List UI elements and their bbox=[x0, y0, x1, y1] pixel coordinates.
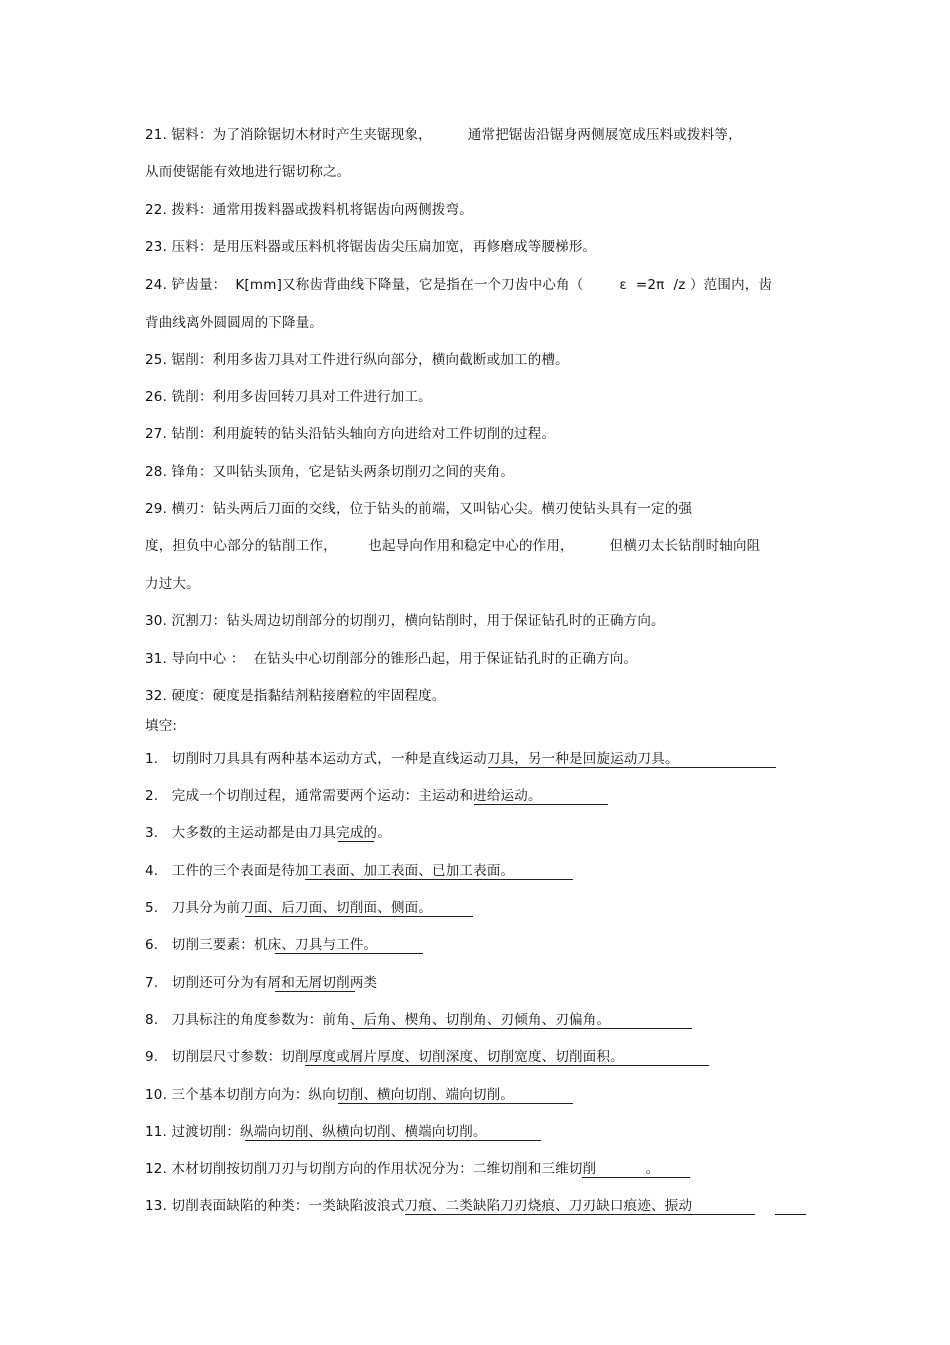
definition-28: 28. 锋角：又叫钻头顶角，它是钻头两条切削刃之间的夹角。 bbox=[145, 464, 515, 480]
blank-underline-8 bbox=[352, 1028, 692, 1029]
fill-blank-3: 3. 大多数的主运动都是由刀具完成的。 bbox=[145, 825, 391, 841]
fill-blank-12: 12. 木材切削按切削刀刃与切削方向的作用状况分为：二维切削和三维切削 。 bbox=[145, 1161, 660, 1177]
definition-22: 22. 拨料：通常用拨料器或拨料机将锯齿向两侧拨弯。 bbox=[145, 202, 473, 218]
fill-blank-11: 11. 过渡切削：纵端向切削、纵横向切削、横端向切削。 bbox=[145, 1124, 487, 1140]
blank-underline-9 bbox=[305, 1065, 709, 1066]
blank-underline-5 bbox=[245, 916, 473, 917]
fill-blank-2: 2. 完成一个切削过程，通常需要两个运动：主运动和进给运动。 bbox=[145, 788, 542, 804]
blank-underline-4 bbox=[305, 879, 573, 880]
fill-blank-10: 10. 三个基本切削方向为：纵向切削、横向切削、端向切削。 bbox=[145, 1087, 515, 1103]
definition-24-line2: 背曲线离外圆圆周的下降量。 bbox=[145, 315, 324, 331]
fill-blank-4: 4. 工件的三个表面是待加工表面、加工表面、已加工表面。 bbox=[145, 863, 515, 879]
fill-blank-8: 8. 刀具标注的角度参数为：前角、后角、楔角、切削角、刃倾角、刃偏角。 bbox=[145, 1012, 611, 1028]
definition-30: 30. 沉割刀：钻头周边切削部分的切削刃，横向钻削时，用于保证钻孔时的正确方向。 bbox=[145, 613, 665, 629]
definition-27: 27. 钻削：利用旋转的钻头沿钻头轴向方向进给对工件切削的过程。 bbox=[145, 426, 556, 442]
definition-25: 25. 锯削：利用多齿刀具对工件进行纵向部分，横向截断或加工的槽。 bbox=[145, 352, 569, 368]
section-title-fill-blanks: 填空: bbox=[145, 718, 178, 734]
blank-underline-3 bbox=[338, 841, 374, 842]
fill-blank-13: 13. 切削表面缺陷的种类：一类缺陷波浪式刀痕、二类缺陷刀刃烧痕、刀刃缺口痕迹、振动 bbox=[145, 1198, 693, 1214]
definition-26: 26. 铣削：利用多齿回转刀具对工件进行加工。 bbox=[145, 389, 432, 405]
fill-blank-9: 9. 切削层尺寸参数：切削厚度或屑片厚度、切削深度、切削宽度、切削面积。 bbox=[145, 1049, 624, 1065]
blank-underline-10 bbox=[338, 1103, 573, 1104]
blank-underline-13 bbox=[405, 1214, 755, 1215]
definition-24-line1: 24. 铲齿量： K[mm]又称齿背曲线下降量，它是指在一个刀齿中心角（ ε =2π /z ）范围内，齿 bbox=[145, 277, 773, 293]
definition-23: 23. 压料：是用压料器或压料机将锯齿齿尖压扁加宽，再修磨成等腰梯形。 bbox=[145, 239, 597, 255]
definition-31: 31. 导向中心 ： 在钻头中心切削部分的锥形凸起，用于保证钻孔时的正确方向。 bbox=[145, 651, 638, 667]
blank-underline-6 bbox=[275, 953, 423, 954]
definition-29-line1: 29. 横刃：钻头两后刀面的交线，位于钻头的前端，又叫钻心尖。横刃使钻头具有一定的强 bbox=[145, 501, 693, 517]
definition-32: 32. 硬度：硬度是指黏结剂粘接磨粒的牢固程度。 bbox=[145, 688, 446, 704]
definition-29-line2: 度，担负中心部分的钻削工作， 也起导向作用和稳定中心的作用， 但横刃太长钻削时轴向阻 bbox=[145, 538, 761, 554]
fill-blank-7: 7. 切削还可分为有屑和无屑切削两类 bbox=[145, 975, 378, 991]
fill-blank-6: 6. 切削三要素：机床、刀具与工件。 bbox=[145, 937, 378, 953]
blank-underline-1 bbox=[488, 767, 776, 768]
definition-29-line3: 力过大。 bbox=[145, 576, 200, 592]
blank-underline-13b bbox=[775, 1214, 806, 1215]
blank-underline-7 bbox=[275, 991, 355, 992]
definition-21-line2: 从而使锯能有效地进行锯切称之。 bbox=[145, 164, 351, 180]
blank-underline-12 bbox=[582, 1177, 690, 1178]
fill-blank-1: 1. 切削时刀具具有两种基本运动方式，一种是直线运动刀具，另一种是回旋运动刀具。 bbox=[145, 751, 679, 767]
fill-blank-5: 5. 刀具分为前刀面、后刀面、切削面、侧面。 bbox=[145, 900, 433, 916]
blank-underline-11 bbox=[245, 1140, 541, 1141]
definition-21-line1: 21. 锯料：为了消除锯切木材时产生夹锯现象， 通常把锯齿沿锯身两侧展宽成压料或拨料等， bbox=[145, 127, 742, 143]
blank-underline-2 bbox=[474, 804, 608, 805]
